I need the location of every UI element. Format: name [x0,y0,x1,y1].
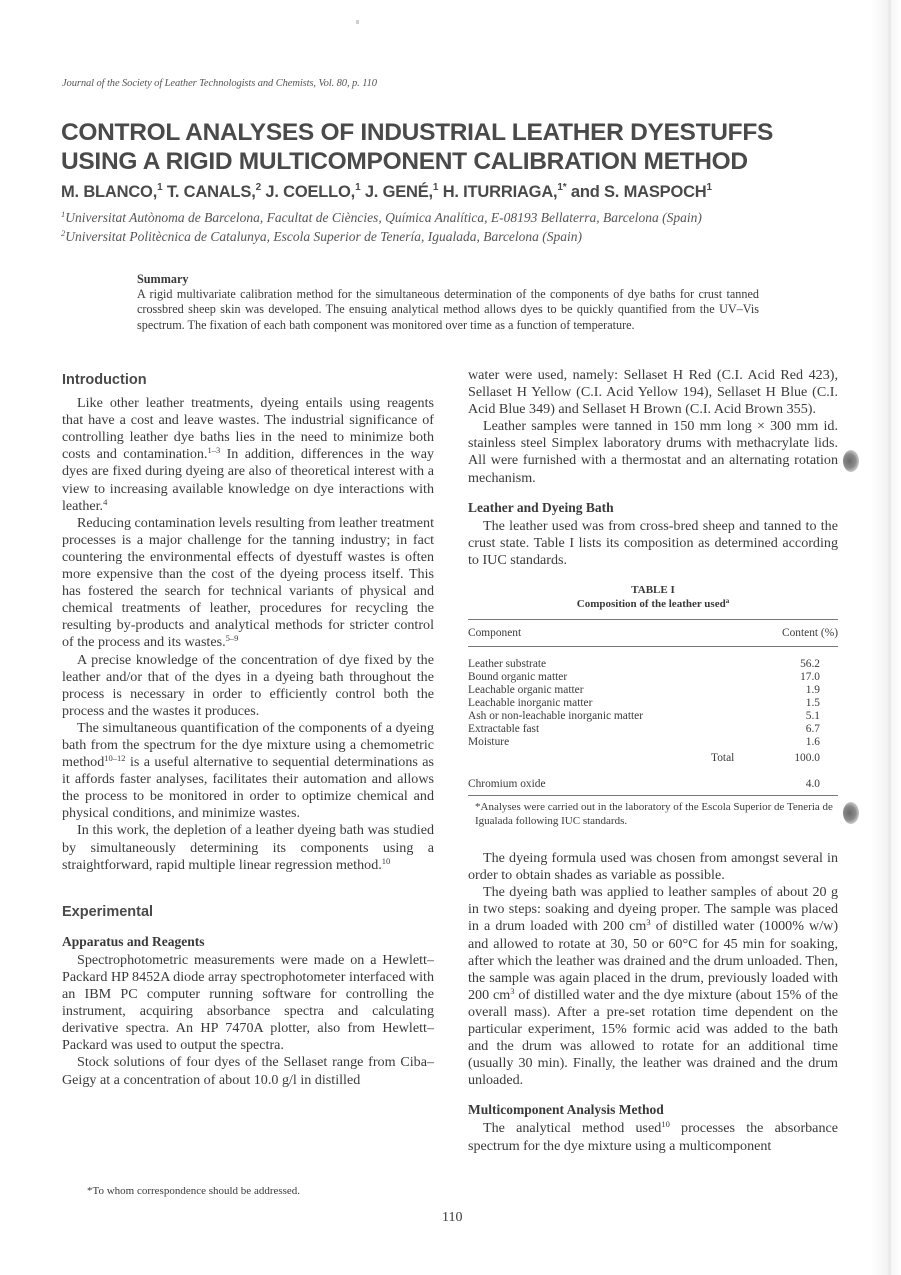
apparatus-paragraph-2-cont: water were used, namely: Sellaset H Red (C.I. Acid Red 423), Sellaset H Yellow (C.I. Acid Yellow 194), Sellaset H Blue (C.I. Acid Blue 349) and Sellaset H Brown (C.I. Acid Brown 355). [468,367,838,418]
author-affil-ref: 2 [255,182,261,193]
citation-ref: 10 [661,1119,670,1130]
apparatus-paragraph-2-start: Stock solutions of four dyes of the Sellaset range from Ciba–Geigy at a concentration of about 10.0 g/l in distilled [62,1054,434,1088]
apparatus-paragraph-1: Spectrophotometric measurements were made on a Hewlett–Packard HP 8452A diode array spectrophotometer interfaced with an IBM PC computer running software for controlling the instrument, acquiring absorbance spectra and calculating derivative spectra. An HP 7470A plotter, also from Hewlett–Packard was used to output the spectra. [62,951,434,1054]
author-affil-ref: 1 [157,182,163,193]
table-row: Bound organic matter 17.0 [468,671,820,684]
abstract [137,272,759,333]
table-header-row [468,620,838,647]
subsection-heading-multicomponent: Multicomponent Analysis Method [468,1102,664,1118]
affiliation-1: $^1$Universitat Autònoma de Barcelona, Facultat de Ciències, Química Analítica, E-08193 Bellaterra, Barcelona (Spain) [61,209,702,225]
leather-paragraph-2: The dyeing formula used was chosen from amongst several in order to obtain shades as variable as possible. [468,850,838,884]
citation-ref: 10–12 [104,753,126,764]
table-footnote: *Analyses were carried out in the laboratory of the Escola Superior de Teneria de Igualada following IUC standards. [475,801,833,827]
citation-ref: 1–3 [207,445,221,456]
subsection-heading-apparatus: Apparatus and Reagents [62,933,205,949]
section-heading-introduction: Introduction [62,372,147,388]
table-row: Leachable organic matter 1.9 [468,684,820,697]
author: and S. MASPOCH [570,183,707,201]
intro-paragraph-4: The simultaneous quantification of the components of a dyeing bath from the spectrum for the dye mixture using a chemometric method$^{10-12}$ is a useful alternative to sequential determinations as it affords faster analyses, facilitates their automation and allows the process to be monitored in order to optimize chemical and physical conditions, and minimize wastes. [62,719,434,822]
author: J. COELLO, [265,183,356,201]
apparatus-paragraph-3: Leather samples were tanned in 150 mm long × 300 mm id. stainless steel Simplex laboratory drums with methacrylate lids. All were furnished with a thermostat and an alternating rotation mechanism. [468,418,838,486]
title-line-1: CONTROL ANALYSES OF INDUSTRIAL LEATHER DYESTUFFS [61,119,774,146]
citation-ref: 10 [381,855,391,866]
leather-paragraph-1: The leather used was from cross-bred sheep and tanned to the crust state. Table I lists its composition as determined according to IUC standards. [468,517,838,568]
left-column [62,372,434,1089]
table-row-chromium: Chromium oxide 4.0 [468,765,838,796]
table-total-row: Total 100.0 [711,752,820,765]
table-row: Extractable fast 6.7 [468,723,820,736]
author-affil-ref: 1* [557,182,567,193]
right-column [468,367,838,1155]
author: M. BLANCO, [61,183,158,201]
author-affil-ref: 1 [706,182,712,193]
table-number: TABLE I [631,584,675,597]
title-line-2: USING A RIGID MULTICOMPONENT CALIBRATION METHOD [61,148,748,175]
scanned-page-edge [871,0,901,1275]
author: H. ITURRIAGA, [442,183,558,201]
abstract-heading: Summary [137,272,189,286]
table-row: Moisture 1.6 [468,736,820,749]
author-affil-ref: 1 [355,182,361,193]
punch-hole-icon [843,450,859,472]
table-row: Leather substrate 56.2 [468,658,820,671]
abstract-text: A rigid multivariate calibration method for the simultaneous determination of the components of dye baths for crust tanned crossbred sheep skin was developed. The ensuing analytical method allows dyes to be quickly quantified from the UV–Vis spectrum. The fixation of each bath component was monitored over time as a function of temperature. [137,287,759,332]
table-caption: Composition of the leather used$^a$ [576,597,730,611]
intro-paragraph-2: Reducing contamination levels resulting from leather treatment processes is a major challenge for the tanning industry; in fact countering the environmental effects of dyestuff wastes is often more expensive than the cost of the dyeing process itself. This has fostered the search for technical variants of physical and chemical treatments of leather, procedures for recycling the resulting by-products and analytical methods for stricter control of the process and its wastes.$^{5-9}$ [62,514,434,651]
intro-paragraph-5: In this work, the depletion of a leather dyeing bath was studied by simultaneously determining its components using a straightforward, rapid multiple linear regression method.$^{10}$ [62,822,434,873]
page-number: 110 [442,1210,463,1225]
punch-hole-icon [843,802,859,824]
author: J. GENÉ, [364,183,433,201]
correspondence-footnote: *To whom correspondence should be addressed. [87,1185,301,1197]
author-list [61,183,712,202]
section-heading-experimental: Experimental [62,903,154,920]
affiliation-2: $^2$Universitat Politècnica de Catalunya, Escola Superior de Tenería, Igualada, Barcelona (Spain) [61,228,583,244]
leather-paragraph-3: The dyeing bath was applied to leather samples of about 20 g in two steps: soaking and dyeing proper. The sample was placed in a drum loaded with 200 $cm^3$ of distilled water (1000% w/w) and allowed to rotate at 30, 50 or 60°C for 45 min for soaking, after which the leather was drained and the drum unloaded. Then, the sample was again placed in the drum, previously loaded with 200 $cm^3$ of distilled water and the dye mixture (about 15% of the overall mass). After a pre-set rotation time dependent on the particular experiment, 15% formic acid was added to the bath and the drum was allowed to rotate for an additional time (usually 30 min). Finally, the leather was drained and the drum unloaded. [468,884,839,1089]
multicomponent-paragraph-1: The analytical method used$^{10}$ processes the absorbance spectrum for the dye mixture using a multicomponent [468,1119,838,1154]
journal-citation: Journal of the Society of Leather Technologists and Chemists, Vol. 80, p. 110 [62,78,377,89]
author-affil-ref: 1 [432,182,439,193]
scan-artifact [356,20,359,24]
citation-ref: 5–9 [225,633,239,644]
column-header: Content (%) [748,620,838,647]
table-row: Leachable inorganic matter 1.5 [468,697,820,710]
intro-paragraph-1: Like other leather treatments, dyeing entails using reagents that have a cost and leave wastes. The industrial significance of controlling leather dye baths lies in the need to minimize both costs and contamination.$^{1-3}$ In addition, differences in the way dyes are fixed during dyeing are also of theoretical interest with a view to increasing available knowledge on dye interactions with leather.$^4$ [62,395,434,514]
table-1 [468,583,838,828]
table-row: Ash or non-leachable inorganic matter 5.1 [468,710,820,723]
column-header: Component [468,620,748,647]
citation-ref: 4 [103,496,108,507]
subsection-heading-leather-bath: Leather and Dyeing Bath [468,499,614,515]
author: T. CANALS, [166,183,256,201]
article-title [61,118,861,176]
intro-paragraph-3: A precise knowledge of the concentration of dye fixed by the leather and/or that of the dyes in a dyeing bath throughout the process is necessary in order to efficiently control both the process and the wastes it produces. [62,651,434,719]
composition-table [468,619,838,796]
